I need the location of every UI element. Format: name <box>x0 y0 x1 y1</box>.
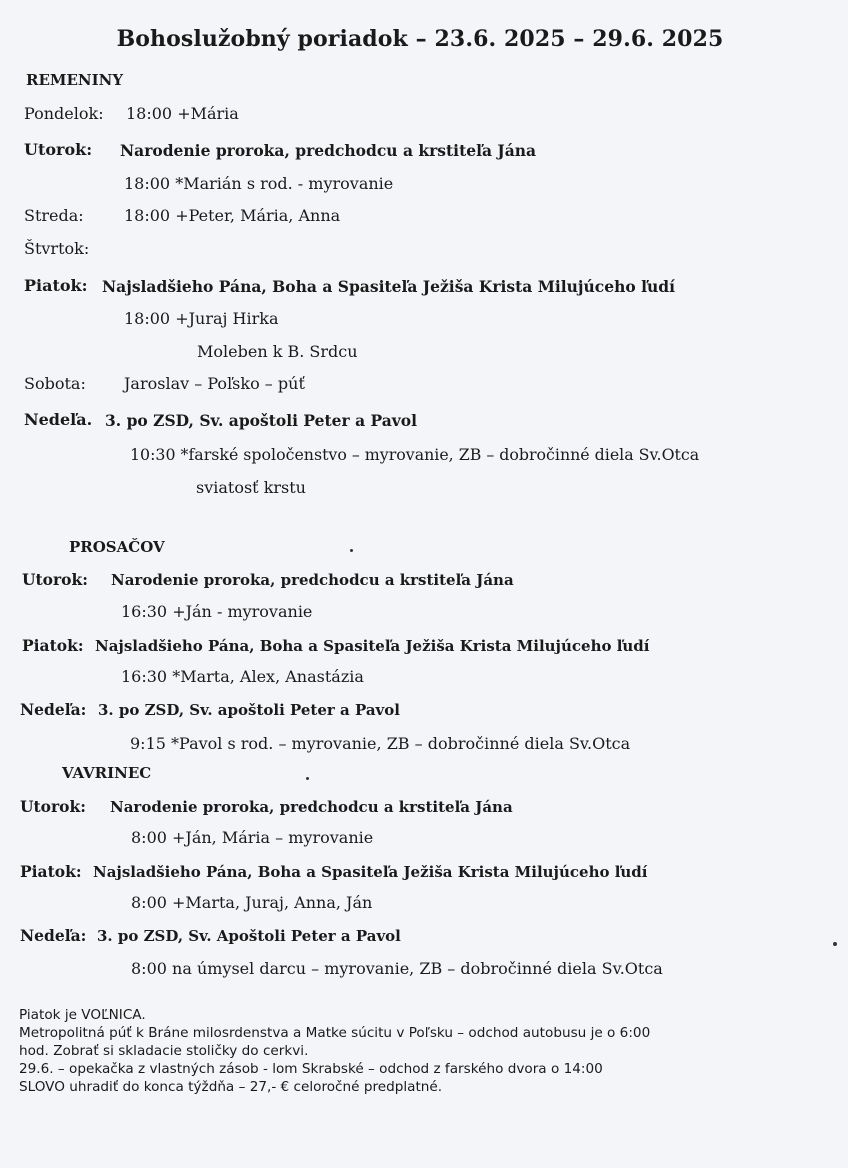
feast-vavrinec-piatok: Najsladšieho Pána, Boha a Spasiteľa Ježiša Krista Milujúceho ľudí <box>93 863 648 881</box>
feast-utorok: Narodenie proroka, predchodcu a krstiteľa Jána <box>120 141 537 160</box>
krst-nedela: sviatosť krstu <box>196 478 306 497</box>
mass-vavrinec-piatok: 8:00 +Marta, Juraj, Anna, Ján <box>131 893 373 912</box>
mass-piatok: 18:00 +Juraj Hirka <box>124 309 279 328</box>
mass-vavrinec-utorok: 8:00 +Ján, Mária – myrovanie <box>131 828 374 847</box>
section-heading-vavrinec: VAVRINEC <box>62 764 152 782</box>
day-label-prosacov-utorok: Utorok: <box>22 570 88 589</box>
note-line: Metropolitná púť k Bráne milosrdenstva a Matke súcitu v Poľsku – odchod autobusu je o 6:00 <box>19 1025 651 1041</box>
day-label-sobota: Sobota: <box>24 374 86 393</box>
note-line: Piatok je VOĽNICA. <box>19 1007 146 1023</box>
day-label-prosacov-piatok: Piatok: <box>22 636 84 655</box>
scan-speck <box>306 777 309 780</box>
section-heading-remeniny: REMENINY <box>26 71 124 89</box>
day-label-stvrtok: Štvrtok: <box>24 239 90 258</box>
day-label-pondelok: Pondelok: <box>24 104 104 123</box>
page-title: Bohoslužobný poriadok – 23.6. 2025 – 29.6. 2025 <box>116 26 724 52</box>
day-label-piatok: Piatok: <box>24 276 88 295</box>
note-line: 29.6. – opekačka z vlastných zásob - lom Skrabské – odchod z farského dvora o 14:00 <box>19 1061 603 1077</box>
moleben-piatok: Moleben k B. Srdcu <box>197 342 358 361</box>
mass-streda: 18:00 +Peter, Mária, Anna <box>124 206 341 225</box>
note-line: SLOVO uhradiť do konca týždňa – 27,- € celoročné predplatné. <box>19 1079 443 1095</box>
mass-vavrinec-nedela: 8:00 na úmysel darcu – myrovanie, ZB – dobročinné diela Sv.Otca <box>131 959 663 978</box>
feast-nedela: 3. po ZSD, Sv. apoštoli Peter a Pavol <box>105 411 418 430</box>
feast-piatok: Najsladšieho Pána, Boha a Spasiteľa Ježiša Krista Milujúceho ľudí <box>102 277 675 296</box>
mass-pondelok: 18:00 +Mária <box>126 104 239 123</box>
scan-speck <box>350 549 353 552</box>
feast-prosacov-nedela: 3. po ZSD, Sv. apoštoli Peter a Pavol <box>98 701 400 719</box>
day-label-prosacov-nedela: Nedeľa: <box>20 700 87 719</box>
mass-prosacov-utorok: 16:30 +Ján - myrovanie <box>121 602 313 621</box>
day-label-vavrinec-nedela: Nedeľa: <box>20 926 87 945</box>
day-label-nedela: Nedeľa. <box>24 410 93 429</box>
event-sobota: Jaroslav – Poľsko – púť <box>124 374 305 393</box>
mass-prosacov-piatok: 16:30 *Marta, Alex, Anastázia <box>121 667 364 686</box>
feast-vavrinec-nedela: 3. po ZSD, Sv. Apoštoli Peter a Pavol <box>97 927 401 945</box>
mass-prosacov-nedela: 9:15 *Pavol s rod. – myrovanie, ZB – dobročinné diela Sv.Otca <box>130 734 631 753</box>
feast-vavrinec-utorok: Narodenie proroka, predchodcu a krstiteľa Jána <box>110 798 513 816</box>
feast-prosacov-piatok: Najsladšieho Pána, Boha a Spasiteľa Ježiša Krista Milujúceho ľudí <box>95 637 650 655</box>
day-label-utorok: Utorok: <box>24 140 93 159</box>
day-label-vavrinec-utorok: Utorok: <box>20 797 86 816</box>
day-label-vavrinec-piatok: Piatok: <box>20 862 82 881</box>
note-line: hod. Zobrať si skladacie stoličky do cerkvi. <box>19 1043 309 1059</box>
scan-speck <box>833 942 837 946</box>
day-label-streda: Streda: <box>24 206 84 225</box>
section-heading-prosacov: PROSAČOV <box>69 538 165 556</box>
feast-prosacov-utorok: Narodenie proroka, predchodcu a krstiteľa Jána <box>111 571 514 589</box>
mass-nedela: 10:30 *farské spoločenstvo – myrovanie, ZB – dobročinné diela Sv.Otca <box>130 445 700 464</box>
announcements <box>19 1006 650 1096</box>
mass-utorok: 18:00 *Marián s rod. - myrovanie <box>124 174 394 193</box>
